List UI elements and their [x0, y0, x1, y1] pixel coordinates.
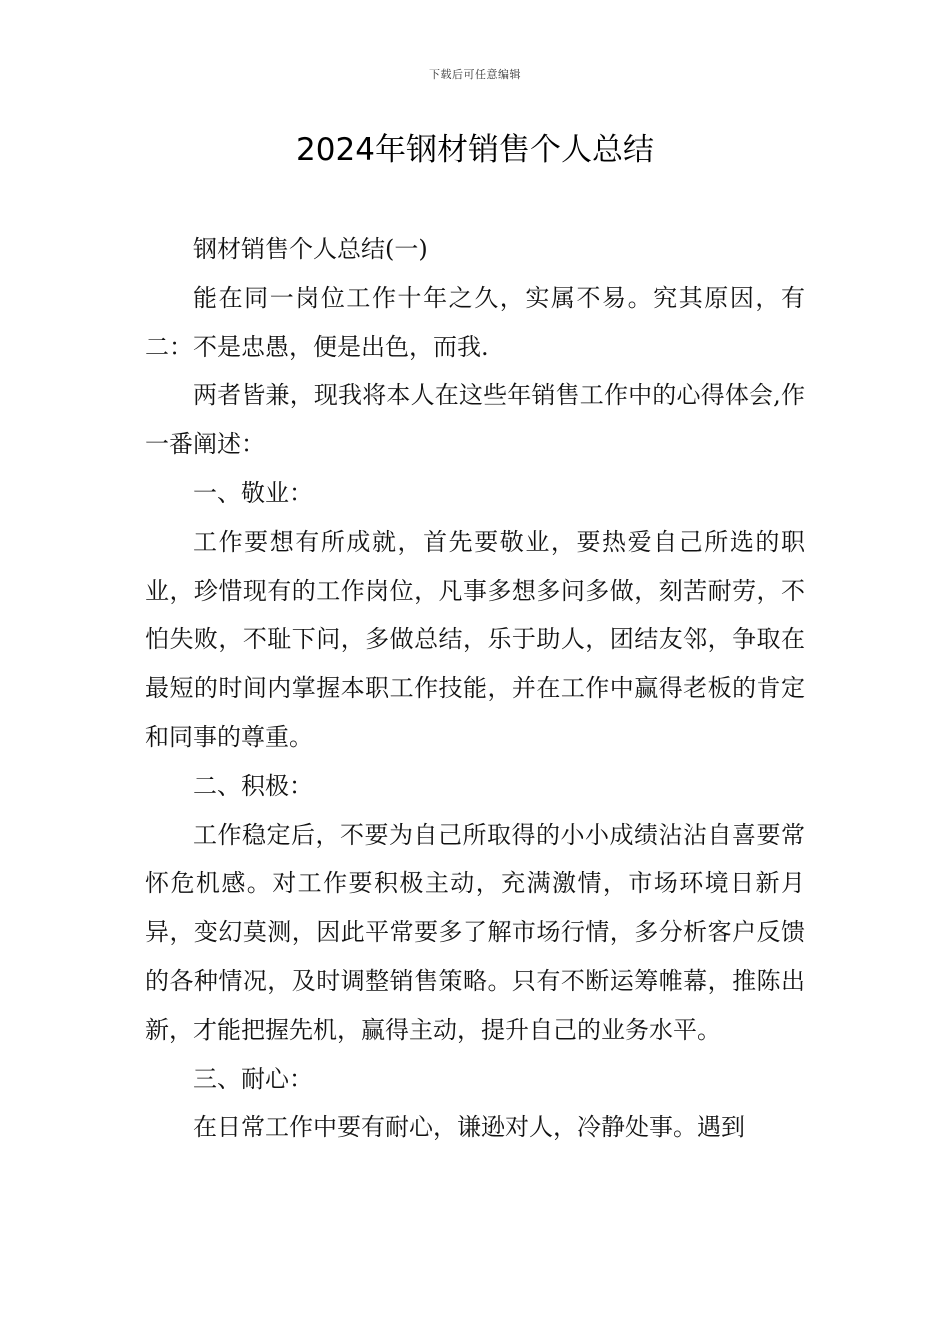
paragraph-section-heading: 钢材销售个人总结(一) [193, 235, 428, 263]
heading-dedication: 一、敬业： [193, 478, 313, 507]
paragraph-intro-continued: 两者皆兼，现我将本人在这些年销售工作中的心得体会,作一番阐述： [145, 381, 805, 459]
document-title: 2024年钢材销售个人总结 [296, 132, 654, 168]
paragraph-patience: 在日常工作中要有耐心，谦逊对人，冷静处事。遇到 [193, 1113, 745, 1142]
document-body [145, 225, 805, 1152]
heading-proactive: 二、积极： [193, 771, 313, 800]
paragraph-dedication: 工作要想有所成就，首先要敬业，要热爱自己所选的职业，珍惜现有的工作岗位，凡事多想多问多做，刻苦耐劳，不怕失败，不耻下问，多做总结，乐于助人，团结友邻，争取在最短的时间内掌握本职工作技能，并在工作中赢得老板的肯定和同事的尊重。 [145, 527, 805, 751]
heading-patience: 三、耐心： [193, 1064, 313, 1093]
page-header-note: 下载后可任意编辑 [429, 68, 521, 81]
paragraph-intro: 能在同一岗位工作十年之久，实属不易。究其原因，有二：不是忠愚，便是出色，而我. [145, 283, 805, 361]
paragraph-proactive: 工作稳定后，不要为自己所取得的小小成绩沾沾自喜要常怀危机感。对工作要积极主动，充满激情，市场环境日新月异，变幻莫测，因此平常要多了解市场行情，多分析客户反馈的各种情况，及时调整销售策略。只有不断运筹帷幕，推陈出新，才能把握先机，赢得主动，提升自己的业务水平。 [145, 820, 805, 1044]
